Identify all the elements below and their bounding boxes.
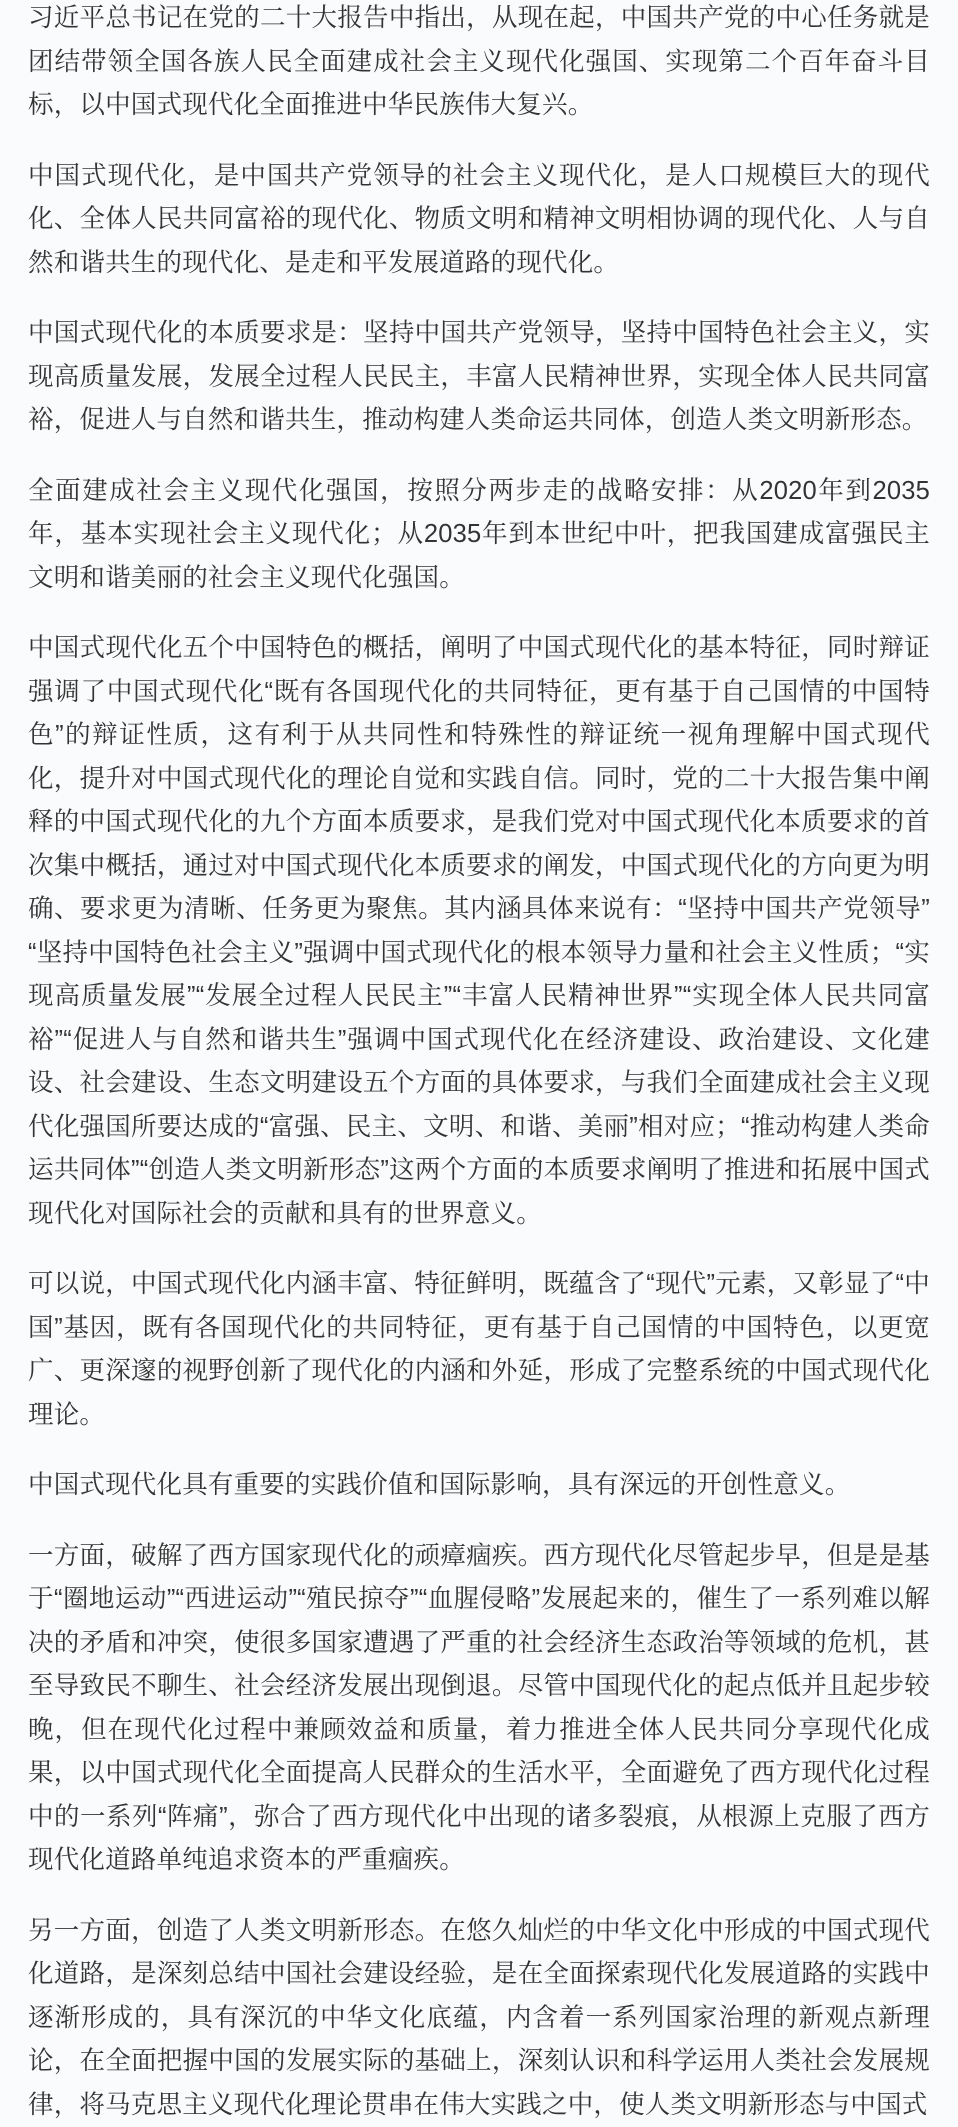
paragraph-essential-requirements: 中国式现代化的本质要求是：坚持中国共产党领导，坚持中国特色社会主义，实现高质量发展，发展全过程人民民主，丰富人民精神世界，实现全体人民共同富裕，促进人与自然和谐共生，推动构建人类命运共同体，创造人类文明新形态。 — [28, 312, 930, 443]
paragraph-new-form-of-civilization: 另一方面，创造了人类文明新形态。在悠久灿烂的中华文化中形成的中国式现代化道路，是深刻总结中国社会建设经验，是在全面探索现代化发展道路的实践中逐渐形成的，具有深沉的中华文化底蕴，内含着一系列国家治理的新观点新理论，在全面把握中国的发展实际的基础上，深刻认识和科学运用人类社会发展规律，将马克思主义现代化理论贯串在伟大实践之中，使人类文明新形态与中国式 — [28, 1910, 930, 2127]
paragraph-rich-connotation: 可以说，中国式现代化内涵丰富、特征鲜明，既蕴含了“现代”元素，又彰显了“中国”基因，既有各国现代化的共同特征，更有基于自己国情的中国特色，以更宽广、更深邃的视野创新了现代化的内涵和外延，形成了完整系统的中国式现代化理论。 — [28, 1263, 930, 1437]
paragraph-practical-value: 中国式现代化具有重要的实践价值和国际影响，具有深远的开创性意义。 — [28, 1464, 930, 1508]
paragraph-five-characteristics: 中国式现代化，是中国共产党领导的社会主义现代化，是人口规模巨大的现代化、全体人民共同富裕的现代化、物质文明和精神文明相协调的现代化、人与自然和谐共生的现代化、是走和平发展道路的现代化。 — [28, 155, 930, 286]
paragraph-intro-20th-congress: 习近平总书记在党的二十大报告中指出，从现在起，中国共产党的中心任务就是团结带领全国各族人民全面建成社会主义现代化强国、实现第二个百年奋斗目标，以中国式现代化全面推进中华民族伟大复兴。 — [28, 0, 930, 128]
paragraph-dialectical-analysis: 中国式现代化五个中国特色的概括，阐明了中国式现代化的基本特征，同时辩证强调了中国式现代化“既有各国现代化的共同特征，更有基于自己国情的中国特色”的辩证性质，这有利于从共同性和特殊性的辩证统一视角理解中国式现代化，提升对中国式现代化的理论自觉和实践自信。同时，党的二十大报告集中阐释的中国式现代化的九个方面本质要求，是我们党对中国式现代化本质要求的首次集中概括，通过对中国式现代化本质要求的阐发，中国式现代化的方向更为明确、要求更为清晰、任务更为聚焦。其内涵具体来说有：“坚持中国共产党领导”“坚持中国特色社会主义”强调中国式现代化的根本领导力量和社会主义性质；“实现高质量发展”“发展全过程人民民主”“丰富人民精神世界”“实现全体人民共同富裕”“促进人与自然和谐共生”强调中国式现代化在经济建设、政治建设、文化建设、社会建设、生态文明建设五个方面的具体要求，与我们全面建成社会主义现代化强国所要达成的“富强、民主、文明、和谐、美丽”相对应；“推动构建人类命运共同体”“创造人类文明新形态”这两个方面的本质要求阐明了推进和拓展中国式现代化对国际社会的贡献和具有的世界意义。 — [28, 627, 930, 1236]
paragraph-western-modernization-problems: 一方面，破解了西方国家现代化的顽瘴痼疾。西方现代化尽管起步早，但是是基于“圈地运动”“西进运动”“殖民掠夺”“血腥侵略”发展起来的，催生了一系列难以解决的矛盾和冲突，使很多国家遭遇了严重的社会经济生态政治等领域的危机，甚至导致民不聊生、社会经济发展出现倒退。尽管中国现代化的起点低并且起步较晚，但在现代化过程中兼顾效益和质量，着力推进全体人民共同分享现代化成果，以中国式现代化全面提高人民群众的生活水平，全面避免了西方现代化过程中的一系列“阵痛”，弥合了西方现代化中出现的诸多裂痕，从根源上克服了西方现代化道路单纯追求资本的严重痼疾。 — [28, 1535, 930, 1883]
paragraph-two-step-strategy: 全面建成社会主义现代化强国，按照分两步走的战略安排：从2020年到2035年，基本实现社会主义现代化；从2035年到本世纪中叶，把我国建成富强民主文明和谐美丽的社会主义现代化强国。 — [28, 470, 930, 601]
